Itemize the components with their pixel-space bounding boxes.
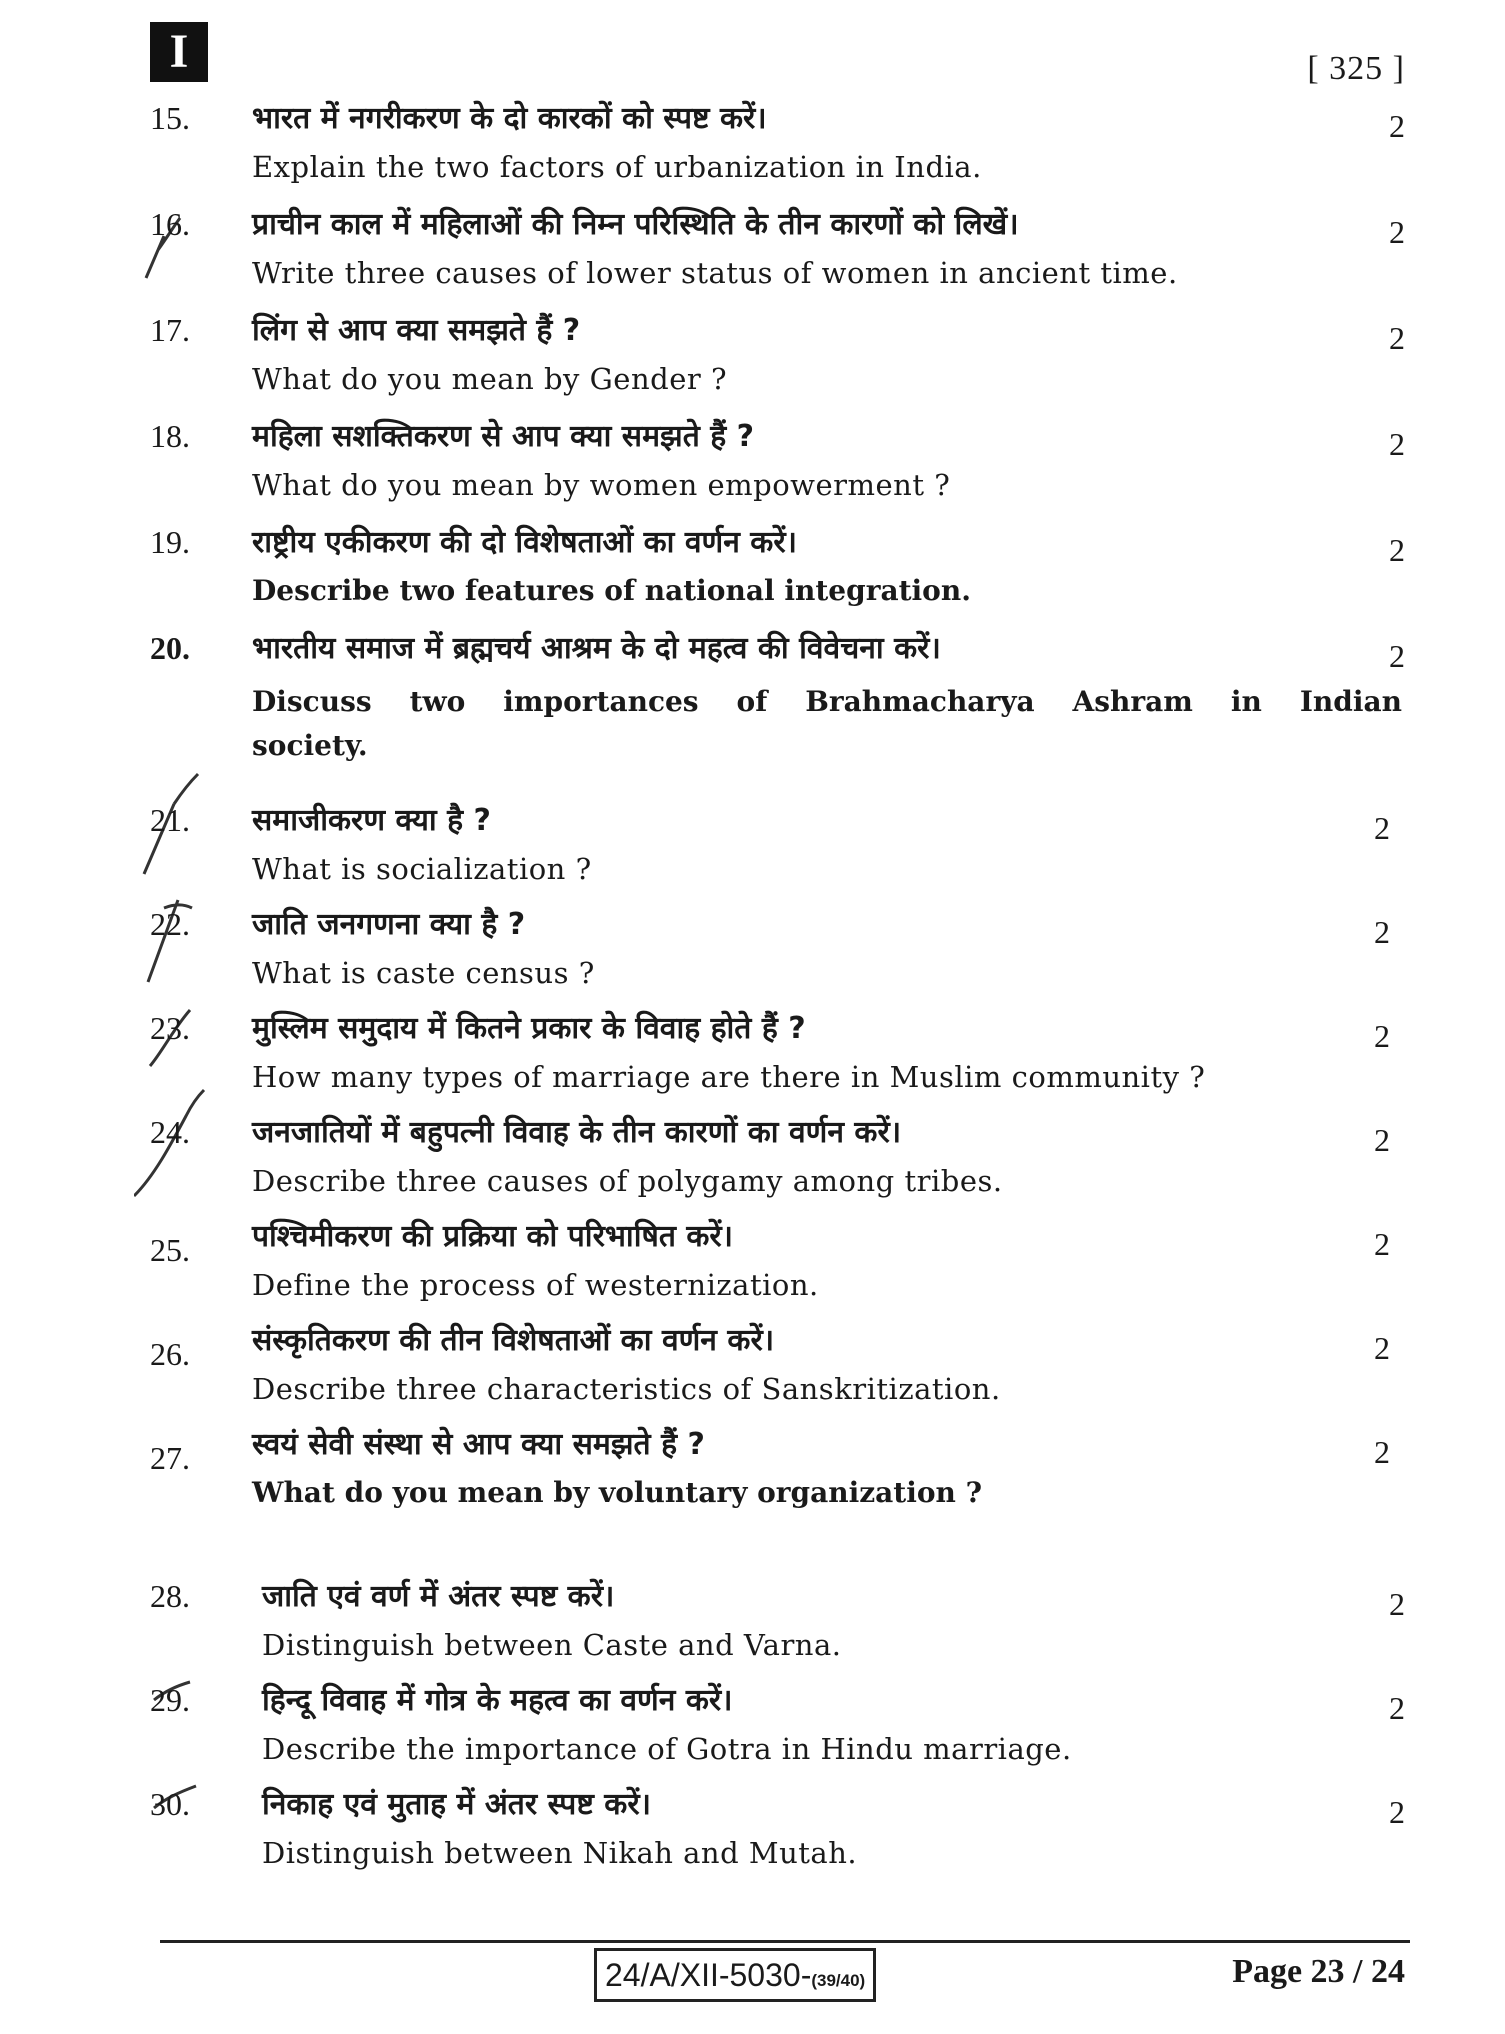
question-text-hindi: समाजीकरण क्या है ?: [252, 803, 491, 838]
paper-code-box: [594, 1948, 876, 2002]
question-text-hindi: जाति एवं वर्ण में अंतर स्पष्ट करें।: [262, 1579, 615, 1614]
question-number: 20.: [150, 630, 190, 666]
question-text-hindi: राष्ट्रीय एकीकरण की दो विशेषताओं का वर्णन करें।: [252, 525, 797, 560]
question-text-hindi: भारत में नगरीकरण के दो कारकों को स्पष्ट करें।: [252, 101, 767, 136]
question-number: 19.: [150, 524, 190, 560]
question-text-english: What is caste census ?: [252, 956, 595, 990]
question-number: 27.: [150, 1440, 190, 1476]
question-text-hindi: हिन्दू विवाह में गोत्र के महत्व का वर्णन करें।: [262, 1683, 733, 1718]
question-19: [0, 516, 1505, 616]
question-number: 30.: [150, 1786, 190, 1822]
question-text-hindi: जाति जनगणना क्या है ?: [252, 907, 526, 942]
question-23: [0, 1002, 1505, 1102]
paper-code-suffix: (39/40): [811, 1971, 866, 1990]
question-24: [0, 1106, 1505, 1206]
question-21: [0, 794, 1505, 894]
question-marks: 2: [1374, 914, 1390, 950]
question-20: [0, 622, 1505, 772]
question-text-hindi: स्वयं सेवी संस्था से आप क्या समझते हैं ?: [252, 1427, 705, 1462]
question-number: 23.: [150, 1010, 190, 1046]
question-text-hindi: संस्कृतिकरण की तीन विशेषताओं का वर्णन करें।: [252, 1323, 775, 1358]
question-29: [0, 1674, 1505, 1774]
question-text-hindi: पश्चिमीकरण की प्रक्रिया को परिभाषित करें।: [252, 1219, 734, 1254]
question-number: 24.: [150, 1114, 190, 1150]
question-text-english: What do you mean by Gender ?: [252, 362, 727, 396]
question-marks: 2: [1389, 1794, 1405, 1830]
question-marks: 2: [1389, 214, 1405, 250]
question-text-english: Explain the two factors of urbanization in India.: [252, 150, 982, 184]
question-text-english: What do you mean by women empowerment ?: [252, 468, 951, 502]
question-30: [0, 1778, 1505, 1878]
question-text-english: Define the process of westernization.: [252, 1268, 819, 1302]
question-text-hindi: मुस्लिम समुदाय में कितने प्रकार के विवाह होते हैं ?: [252, 1011, 806, 1046]
question-text-hindi: जनजातियों में बहुपत्नी विवाह के तीन कारणों का वर्णन करें।: [252, 1115, 902, 1150]
paper-code: 24/A/XII-5030-: [605, 1957, 812, 1993]
question-marks: 2: [1389, 638, 1405, 674]
question-text-english: Describe three characteristics of Sanskritization.: [252, 1372, 1001, 1406]
question-text-english: Distinguish between Nikah and Mutah.: [262, 1836, 858, 1870]
question-15: [0, 92, 1505, 192]
question-marks: 2: [1374, 810, 1390, 846]
question-number: 18.: [150, 418, 190, 454]
question-text-hindi: लिंग से आप क्या समझते हैं ?: [252, 313, 581, 348]
question-marks: 2: [1389, 532, 1405, 568]
question-marks: 2: [1389, 1690, 1405, 1726]
question-27: [0, 1418, 1505, 1518]
question-marks: 2: [1374, 1122, 1390, 1158]
question-number: 15.: [150, 100, 190, 136]
question-marks: 2: [1389, 426, 1405, 462]
question-26: [0, 1314, 1505, 1414]
question-text-hindi: निकाह एवं मुताह में अंतर स्पष्ट करें।: [262, 1787, 651, 1822]
question-text-english: Discuss two importances of Brahmacharya Ashram in Indian society.: [252, 685, 1402, 762]
question-marks: 2: [1389, 320, 1405, 356]
question-number: 29.: [150, 1682, 190, 1718]
question-text-hindi: प्राचीन काल में महिलाओं की निम्न परिस्थिति के तीन कारणों को लिखें।: [252, 207, 1019, 242]
question-number: 21.: [150, 802, 190, 838]
question-number: 22.: [150, 906, 190, 942]
question-text-english: How many types of marriage are there in Muslim community ?: [252, 1060, 1206, 1094]
question-text-english: What do you mean by voluntary organization ?: [252, 1476, 983, 1509]
footer-divider: [160, 1940, 1410, 1943]
question-18: [0, 410, 1505, 510]
question-22: [0, 898, 1505, 998]
question-16: [0, 198, 1505, 298]
question-number: 16.: [150, 206, 190, 242]
question-number: 25.: [150, 1232, 190, 1268]
page-marker: I: [150, 22, 208, 82]
question-marks: 2: [1374, 1226, 1390, 1262]
question-text-hindi: भारतीय समाज में ब्रह्मचर्य आश्रम के दो महत्व की विवेचना करें।: [252, 631, 941, 666]
question-marks: 2: [1389, 108, 1405, 144]
question-text-hindi: महिला सशक्तिकरण से आप क्या समझते हैं ?: [252, 419, 755, 454]
question-text-english: Write three causes of lower status of women in ancient time.: [252, 256, 1178, 290]
set-code: [ 325 ]: [1307, 50, 1405, 87]
question-text-english: Distinguish between Caste and Varna.: [262, 1628, 842, 1662]
question-marks: 2: [1374, 1434, 1390, 1470]
question-marks: 2: [1374, 1330, 1390, 1366]
question-marks: 2: [1389, 1586, 1405, 1622]
question-marks: 2: [1374, 1018, 1390, 1054]
question-text-english: Describe two features of national integration.: [252, 574, 971, 607]
question-17: [0, 304, 1505, 404]
question-text-english: Describe the importance of Gotra in Hindu marriage.: [262, 1732, 1072, 1766]
page-number: Page 23 / 24: [1232, 1953, 1405, 1990]
question-number: 26.: [150, 1336, 190, 1372]
question-number: 17.: [150, 312, 190, 348]
question-text-english: Describe three causes of polygamy among tribes.: [252, 1164, 1003, 1198]
question-text-english: What is socialization ?: [252, 852, 592, 886]
question-25: [0, 1210, 1505, 1310]
question-28: [0, 1570, 1505, 1670]
question-number: 28.: [150, 1578, 190, 1614]
